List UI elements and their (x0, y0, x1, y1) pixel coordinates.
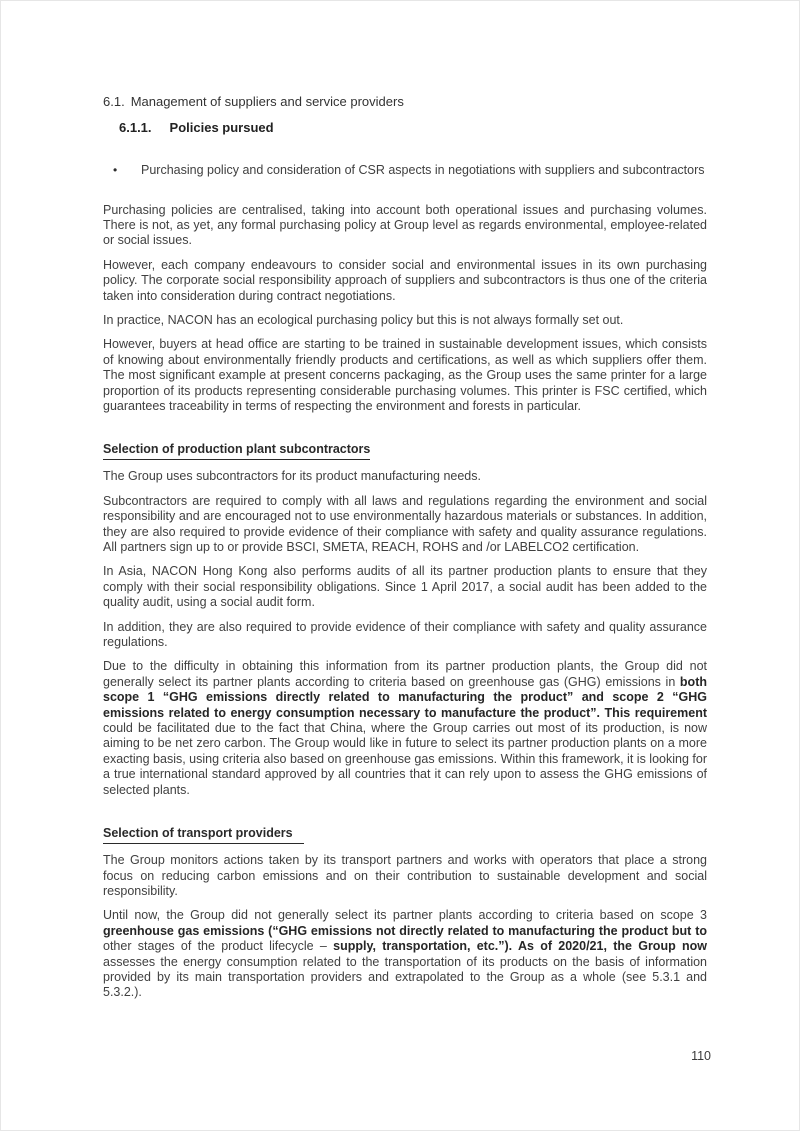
section-heading-title: Management of suppliers and service providers (130, 94, 404, 109)
bullet-item-text: Purchasing policy and consideration of CSR aspects in negotiations with suppliers and subcontractors (141, 163, 705, 177)
bold-text-run: supply, transportation, etc.”). As of 2020/21, the Group now (333, 939, 707, 954)
text-run: assesses the energy consumption related to the transportation of its products on the basis of information provided by its main transportation providers and extrapolated to the Group as a whole (see 5.3.1 and 5.3.2.). (103, 954, 707, 1000)
section-heading-6-1 (103, 94, 707, 109)
subsection-heading-subcontractors (103, 441, 707, 460)
text-run: Until now, the Group did not generally select its partner plants according to criteria based on scope 3 (103, 908, 707, 923)
subsection-heading-transport-text: Selection of transport providers (103, 825, 304, 844)
paragraph-company-endeavours: However, each company endeavours to consider social and environmental issues in its own purchasing policy. The corporate social responsibility approach of suppliers and subcontractors is thus one of the criteria taken into consideration during contract negotiations. (103, 257, 707, 303)
paragraph-group-uses-subcontractors: The Group uses subcontractors for its product manufacturing needs. (103, 469, 481, 484)
bold-text-run: greenhouse gas emissions (“GHG emissions not directly related to manufacturing the product but to (103, 923, 707, 938)
bold-text-run: both scope 1 “GHG emissions directly related to manufacturing the product” and scope 2 “GHG emissions related to energy consumption necessary to manufacture the product”. This requirement (103, 674, 707, 720)
page-content (103, 94, 707, 1001)
subsection-heading-number: 6.1.1. (119, 120, 152, 135)
subsection-heading-title: Policies pursued (169, 120, 274, 135)
subsection-heading-transport (103, 825, 707, 844)
paragraph-subcontractors-compliance: Subcontractors are required to comply with all laws and regulations regarding the environment and social responsibility and are encouraged not to use environmentally hazardous materials or substances. In addition, they are also required to provide evidence of their compliance with safety and quality assurance regulations. All partners sign up to or provide BSCI, SMETA, REACH, ROHS and /or LABELCO2 certification. (103, 493, 707, 554)
paragraph-transport-monitoring: The Group monitors actions taken by its transport partners and works with operators that place a strong focus on reducing carbon emissions and on their contribution to sustainable development and social responsibility. (103, 853, 707, 898)
bullet-icon: • (113, 163, 118, 177)
bullet-item (103, 163, 707, 179)
section-heading-number: 6.1. (103, 94, 125, 109)
subsection-heading-6-1-1 (119, 120, 707, 136)
subsection-heading-subcontractors-text: Selection of production plant subcontractors (103, 441, 370, 460)
paragraph-purchasing-policies: Purchasing policies are centralised, taking into account both operational issues and purchasing volumes. There is not, as yet, any formal purchasing policy at Group level as regards environmental, employee-related or social issues. (103, 202, 707, 248)
page-number: 110 (691, 1049, 711, 1063)
text-run: other stages of the product lifecycle – (103, 939, 334, 954)
paragraph-buyers-training: However, buyers at head office are starting to be trained in sustainable development issues, which consists of knowing about environmentally friendly products and certifications, as well as which suppliers offer them. The most significant example at present concerns packaging, as the Group uses the same printer for a large proportion of its products representing considerable purchasing volumes. This printer is FSC certified, which guarantees traceability in terms of respecting the environment and forests in particular. (103, 337, 707, 413)
paragraph-nacon-ecological: In practice, NACON has an ecological purchasing policy but this is not always formally set out. (103, 312, 624, 327)
text-run: Due to the difficulty in obtaining this information from its partner production plants, the Group did not generally select its partner plants according to criteria based on greenhouse gas (GHG) emissions in (103, 659, 707, 689)
paragraph-nacon-hong-kong-audits: In Asia, NACON Hong Kong also performs audits of all its partner production plants to ensure that they comply with their social responsibility obligations. Since 1 April 2017, a social audit has been added to the quality audit, using a social audit form. (103, 564, 707, 610)
text-run: could be facilitated due to the fact that China, where the Group carries out most of its production, is now aiming to be net zero carbon. The Group would like in future to select its partner production plants on a more exacting basis, using criteria also based on greenhouse gas emissions. Within this framework, it is looking for a true international standard approved by all countries that it can rely upon to assess the GHG emissions of selected plants. (103, 721, 707, 797)
paragraph-evidence-compliance: In addition, they are also required to provide evidence of their compliance with safety and quality assurance regulations. (103, 619, 707, 650)
paragraph-scope3-emissions (103, 908, 707, 1000)
paragraph-ghg-scopes (103, 659, 707, 798)
